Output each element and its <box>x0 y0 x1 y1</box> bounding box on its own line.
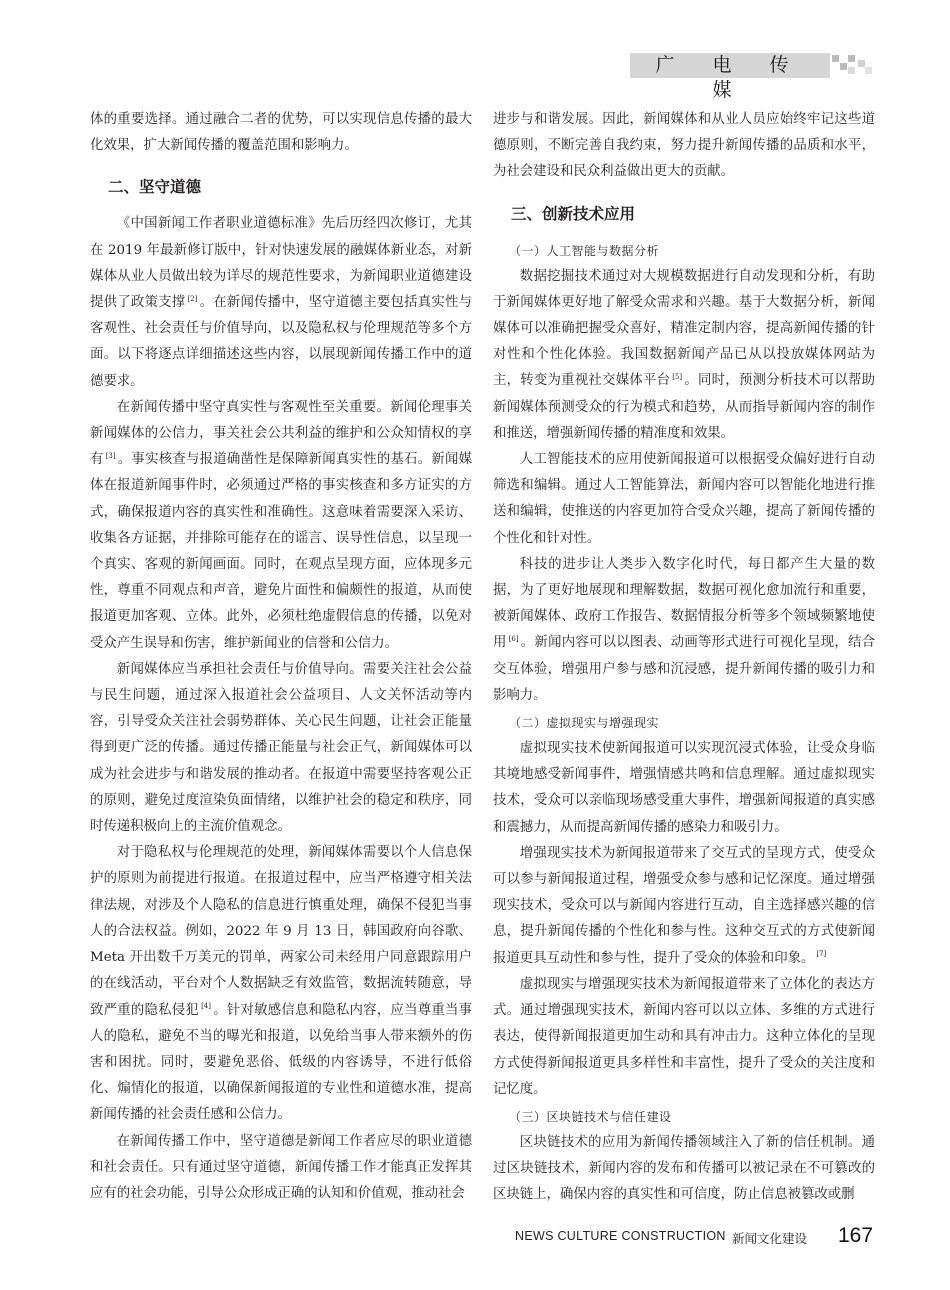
paragraph: 数据挖掘技术通过对大规模数据进行自动发现和分析，有助于新闻媒体更好地了解受众需求和兴趣。基于大数据分析，新闻媒体可以准确把握受众喜好，精准定制内容，提高新闻传播的针对性和个性化体验。我国数据新闻产品已从以投放媒体网站为主，转变为重视社交媒体平台 [5] 。同时，预测分析技术可以帮助新闻媒体预测受众的行为模式和趋势，从而指导新闻内容的制作和推送，增强新闻传播的精准度和效果。 <box>493 268 876 441</box>
page-number: 167 <box>838 1224 874 1247</box>
header-dots-decoration <box>832 55 872 75</box>
citation-ref: [2] <box>187 294 198 303</box>
section-title: 广 电 传 媒 <box>655 54 805 101</box>
section-heading: 二、坚守道德 <box>108 178 202 197</box>
subsection-heading: （一）人工智能与数据分析 <box>509 243 660 258</box>
paragraph: 进步与和谐发展。因此，新闻媒体和从业人员应始终牢记这些道德原则，不断完善自我约束，努力提升新闻传播的品质和水平，为社会建设和民众利益做出更大的贡献。 <box>493 112 875 180</box>
section-heading: 三、创新技术应用 <box>511 204 636 223</box>
subsection-heading: （三）区块链技术与信任建设 <box>509 1109 672 1124</box>
journal-name-cn: 新闻文化建设 <box>732 1232 808 1246</box>
citation-ref: [5] <box>672 372 683 381</box>
paragraph: 增强现实技术为新闻报道带来了交互式的呈现方式，使受众可以参与新闻报道过程，增强受众参与感和记忆深度。通过增强现实技术，受众可以与新闻内容进行互动，自主选择感兴趣的信息，提升新闻传播的个性化和参与性。这种交互式的方式使新闻报道更具互动性和参与性，提升了受众的体验和印象。 [7] <box>493 845 875 966</box>
journal-name-en: NEWS CULTURE CONSTRUCTION <box>515 1229 726 1243</box>
paragraph: 在新闻传播工作中，坚守道德是新闻工作者应尽的职业道德和社会责任。只有通过坚守道德，新闻传播工作才能真正发挥其应有的社会功能，引导公众形成正确的认知和价值观，推动社会 <box>90 1133 472 1201</box>
paragraph: 体的重要选择。通过融合二者的优势，可以实现信息传播的最大化效果，扩大新闻传播的覆盖范围和影响力。 <box>90 112 472 154</box>
citation-ref: [6] <box>508 634 519 643</box>
paragraph: 虚拟现实与增强现实技术为新闻报道带来了立体化的表达方式。通过增强现实技术，新闻内容可以以立体、多维的方式进行表达，使得新闻报道更加生动和具有冲击力。这种立体化的呈现方式使得新闻报道更具多样性和丰富性，提升了受众的关注度和记忆度。 <box>493 976 875 1097</box>
paragraph: 《中国新闻工作者职业道德标准》先后历经四次修订，尤其在 2019 年最新修订版中，针对快速发展的融媒体新业态，对新媒体从业人员做出较为详尽的规范性要求，为新闻职业道德建设提供了政策支撑 [2] 。在新闻传播中，坚守道德主要包括真实性与客观性、社会责任与价值导向，以及隐私权与伦理规范等多个方面。以下将逐点详细描述这些内容，以展现新闻传播工作中的道德要求。 <box>90 216 473 389</box>
paragraph: 虚拟现实技术使新闻报道可以实现沉浸式体验，让受众身临其境地感受新闻事件，增强情感共鸣和信息理解。通过虚拟现实技术，受众可以亲临现场感受重大事件，增强新闻报道的真实感和震撼力，从而提高新闻传播的感染力和吸引力。 <box>493 741 875 835</box>
paragraph: 科技的进步让人类步入数字化时代，每日都产生大量的数据，为了更好地展现和理解数据，数据可视化愈加流行和重要，被新闻媒体、政府工作报告、数据情报分析等多个领域频繁地使用 [6] 。新闻内容可以以图表、动画等形式进行可视化呈现，结合交互体验，增强用户参与感和沉浸感，提升新闻传播的吸引力和影响力。 <box>493 556 876 703</box>
citation-ref: [4] <box>201 1002 211 1011</box>
page-footer <box>515 1224 875 1250</box>
right-column <box>493 107 875 1209</box>
subsection-heading: （二）虚拟现实与增强现实 <box>509 716 660 731</box>
citation-ref: [7] <box>816 950 827 959</box>
left-column <box>90 107 472 1207</box>
paragraph: 新闻媒体应当承担社会责任与价值导向。需要关注社会公益与民生问题，通过深入报道社会公益项目、人文关怀活动等内容，引导受众关注社会弱势群体、关心民生问题，让社会正能量得到更广泛的传播。通过传播正能量与社会正气，新闻媒体可以成为社会进步与和谐发展的推动者。在报道中需要坚持客观公正的原则，避免过度渲染负面情绪，以维护社会的稳定和秩序，同时传递积极向上的主流价值观念。 <box>90 661 472 835</box>
paragraph: 区块链技术的应用为新闻传播领域注入了新的信任机制。通过区块链技术，新闻内容的发布和传播可以被记录在不可篡改的区块链上，确保内容的真实性和可信度，防止信息被篡改或删 <box>493 1134 875 1203</box>
paragraph: 在新闻传播中坚守真实性与客观性至关重要。新闻伦理事关新闻媒体的公信力，事关社会公共利益的维护和公众知情权的享有 [3] 。事实核查与报道确凿性是保障新闻真实性的基石。新闻媒体在报道新闻事件时，必须通过严格的事实核查和多方证实的方式，确保报道内容的真实性和准确性。这意味着需要深入采访、收集各方证据，并排除可能存在的谣言、误导性信息，以呈现一个真实、客观的新闻画面。同时，在观点呈现方面，应体现多元性，尊重不同观点和声音，避免片面性和偏颇性的报道，从而使报道更加客观、立体。此外，必须杜绝虚假信息的传播，以免对受众产生误导和伤害，维护新闻业的信誉和公信力。 <box>90 399 473 651</box>
paragraph: 对于隐私权与伦理规范的处理，新闻媒体需要以个人信息保护的原则为前提进行报道。在报道过程中，应当严格遵守相关法律法规，对涉及个人隐私的信息进行慎重处理，确保不侵犯当事人的合法权益。例如，2022 年 9 月 13 日，韩国政府向谷歌、Meta 开出数千万美元的罚单，两家公司未经用户同意跟踪用户的在线活动，平台对个人数据缺乏有效监管，数据流转随意，导致严重的隐私侵犯 [4] 。针对敏感信息和隐私内容，应当尊重当事人的隐私，避免不当的曝光和报道，以免给当事人带来额外的伤害和困扰。同时，要避免恶俗、低级的内容诱导，不进行低俗化、煽情化的报道，以确保新闻报道的专业性和道德水准，提高新闻传播的社会责任感和公信力。 <box>90 845 473 1123</box>
paragraph: 人工智能技术的应用使新闻报道可以根据受众偏好进行自动筛选和编辑。通过人工智能算法，新闻内容可以智能化地进行推送和编辑，使推送的内容更加符合受众兴趣，提高了新闻传播的个性化和针对性。 <box>493 452 875 546</box>
citation-ref: [3] <box>105 451 116 460</box>
